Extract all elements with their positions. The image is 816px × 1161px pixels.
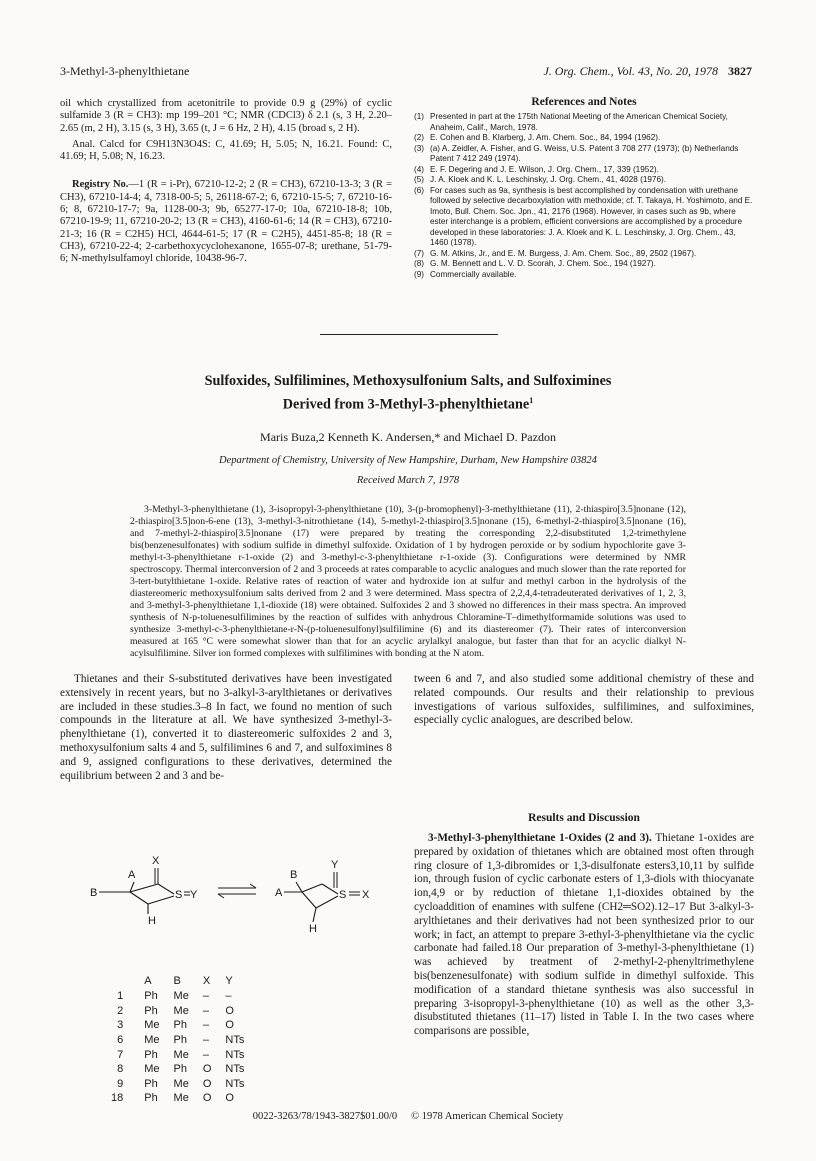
section-heading: Results and Discussion — [528, 812, 640, 824]
registry-label: Registry No. — [72, 179, 129, 191]
reference-text: (a) A. Zeidler, A. Fisher, and G. Weiss, U.S. Patent 3 708 277 (1973); (b) Netherlands Patent 7 412 249 (1974). — [430, 143, 739, 163]
substituent-label: B — [90, 887, 98, 899]
references-heading: References and Notes — [531, 96, 637, 108]
table-cell: – — [202, 1048, 209, 1061]
compound-number: 9 — [117, 1077, 124, 1090]
reference-number: (3) — [414, 143, 425, 153]
table-cell: Me — [173, 1077, 189, 1090]
table-row — [104, 1062, 251, 1077]
bond-line — [296, 882, 302, 892]
table-cell: NTs — [225, 1048, 245, 1061]
reference-text: J. A. Kloek and K. L. Leschinsky, J. Org. Chem., 41, 4028 (1976). — [430, 175, 667, 184]
references-section — [414, 96, 754, 280]
column-header: B — [173, 975, 181, 987]
bond-line — [313, 908, 316, 922]
references-list — [414, 112, 754, 280]
substituent-label: A — [275, 887, 283, 899]
table-row — [104, 1018, 251, 1033]
reference-item — [414, 112, 754, 133]
author-list: Maris Buza,2 Kenneth K. Andersen,* and Michael D. Pazdon — [260, 430, 556, 444]
previous-article-text — [60, 98, 392, 270]
received-date: Received March 7, 1978 — [356, 475, 460, 486]
sulfur-atom-label: S — [175, 889, 183, 901]
journal-name: J. Org. Chem., Vol. 43, No. 20, 1978 — [543, 64, 718, 78]
title-line-2 — [60, 391, 756, 415]
compound-number: 3 — [117, 1019, 124, 1032]
table-cell: Ph — [144, 1048, 158, 1061]
table-cell: – — [202, 1034, 209, 1047]
title-line-2-text: Derived from 3-Methyl-3-phenylthietane — [282, 396, 530, 413]
introduction-right: tween 6 and 7, and also studied some additional chemistry of these and related compounds. Our results and their relationship to previous investigations of various sulfoxides, sulfilimines, and sulfoximines, especially cyclic analogues, are described below. — [414, 673, 754, 727]
reference-text: E. Cohen and B. Klarberg, J. Am. Chem. Soc., 84, 1994 (1962). — [430, 133, 661, 142]
table-cell: O — [225, 1092, 234, 1105]
reference-item — [414, 144, 754, 165]
reference-number: (1) — [414, 112, 425, 121]
substituent-label: X — [152, 855, 160, 867]
reference-number: (2) — [414, 133, 425, 142]
reference-item — [414, 259, 754, 270]
table-header-row — [104, 975, 251, 989]
table-cell: O — [202, 1063, 212, 1076]
compound-table — [104, 975, 251, 1106]
table-cell: Me — [144, 1063, 160, 1076]
substituent-label: X — [362, 889, 370, 901]
forward-arrowhead — [250, 884, 256, 888]
compound-number: 6 — [117, 1034, 124, 1047]
substituent-label: B — [290, 869, 298, 881]
compound-number: 2 — [117, 1004, 124, 1017]
column-header: Y — [225, 975, 233, 987]
table-row — [104, 1091, 251, 1106]
thietane-equilibrium-scheme — [90, 852, 380, 982]
compound-number: 7 — [117, 1048, 124, 1061]
table-cell: NTs — [225, 1034, 245, 1047]
table-cell: O — [225, 1019, 234, 1032]
registry-paragraph — [60, 179, 392, 265]
table-cell: O — [202, 1077, 212, 1090]
table-cell: Me — [144, 1034, 160, 1047]
reference-text: G. M. Atkins, Jr., and E. M. Burgess, J. Am. Chem. Soc., 89, 2502 (1967). — [430, 248, 697, 258]
table-row — [104, 989, 251, 1004]
abstract: 3-Methyl-3-phenylthietane (1), 3-isopropyl-3-phenylthietane (10), 3-(p-bromophenyl)-3-methylthietane (11), 2-thiaspiro[3.5]nonane (12), 2-thiaspiro[3.5]non-6-ene (13), 3-methyl-3-nitrothietane (14), 5-methyl-2-thiaspiro[3.5]nonane (15), 6-methyl-2-thiaspiro[3.5]nonane (16), and 7-methyl-2-thiaspiro[3.5]nonane (17) were prepared by treating the corresponding 2,2-disubstituted 1,2-trimethylene bis(benzenesulfonates) with sodium sulfide in dimethyl sulfoxide. Oxidation of 1 by hydrogen peroxide or by sodium hypochlorite gave 3-methyl-t-3-phenylthietane r-1-oxide (2) and 3-methyl-c-3-phenylthietane r-1-oxide (3). Configurations were determined by NMR spectroscopy. Thermal interconversion of 2 and 3 proceeds at rates comparable to acyclic analogues and much slower than the rate reported for 3-tert-butylthietane 1-oxide. Relative rates of reaction of water and hydroxide ion at sulfur and methyl carbon in the hydrolysis of the diastereomeric methoxysulfonium salts derived from 2 and 3 were determined. Mass spectra of 2,2,4,4-tetradeuterated derivatives of 1, 2, 3, and 3-methyl-3-phenylthietane 1,1-dioxide (18) were obtained. Sulfoxides 2 and 3 showed no differences in their mass spectra. An improved synthesis of N-p-toluenesulfilimines by the reaction of sulfides with anhydrous Chloramine-T–dimethylformamide solutions was used to synthesize 3-methyl-c-3-phenylthietane-r-N-(p-toluenesulfonyl)sulfilimine (6) and its diastereomer (7). Their rates of interconversion measured at 165 °C were somewhat slower than that for an acyclic arylalkyl analogue, but faster than that for an acyclic dialkyl N-acylsulfilimine. Silver ion formed complexes with sulfilimines with bonding at the N atom. — [130, 504, 686, 659]
reference-number: (7) — [414, 248, 425, 258]
bond-line — [130, 884, 158, 892]
introduction-left: Thietanes and their S-substituted derivatives have been investigated extensively in recent years, but no 3-alkyl-3-arylthietanes or derivatives are included in these studies.3–8 In fact, we found no mention of such compounds in the literature at all. We have synthesized 3-methyl-3-phenylthietane (1), converted it to diastereomeric sulfoxides 2 and 3, methoxysulfonium salts 4 and 5, sulfilimines 6 and 7, and sulfoximines 8 and 9, assigned configurations to these derivatives, determined the equilibrium between 2 and 3 and be- — [60, 673, 392, 782]
reference-item — [414, 165, 754, 176]
reference-text: Presented in part at the 175th National Meeting of the American Chemical Society, Anaheim, Calif., March, 1978. — [430, 112, 728, 132]
table-cell: – — [202, 1019, 209, 1032]
article-title — [60, 372, 756, 415]
table-cell: O — [225, 1004, 234, 1017]
registry-numbers: —1 (R = i-Pr), 67210-12-2; 2 (R = CH3), 67210-13-3; 3 (R = CH3), 67210-14-4; 4, 7318-00-5; 5, 26118-67-2; 6, 67210-15-5; 7, 67210-16-6; 8, 67210-17-7; 9a, 1128-00-3; 9b, 65277-17-0; 10a, 67210-18-8; 10b, 67210-19-9; 11, 67210-20-2; 13 (R = CH3), 4160-61-6; 14 (R = CH3), 67210-21-3; 16 (R = C2H5) HCl, 4644-61-5; 17 (R = C2H5), 4451-85-8; 18 (R = CH3), 67210-22-4; 2-carbethoxycyclohexanone, 1655-07-8; urethane, 51-79-6; N-methylsulfamoyl chloride, 10438-96-7. — [60, 179, 392, 265]
table-row — [104, 1077, 251, 1092]
running-title: 3-Methyl-3-phenylthietane — [60, 64, 190, 78]
results-paragraph — [414, 832, 754, 1039]
table-row — [104, 1004, 251, 1019]
bond-line — [302, 892, 316, 908]
reference-item — [414, 175, 754, 186]
table-cell: Ph — [144, 1077, 158, 1090]
column-header: A — [144, 975, 152, 987]
substituent-label: A — [128, 869, 136, 881]
reference-number: (6) — [414, 185, 425, 195]
reference-item — [414, 249, 754, 260]
bond-line — [302, 884, 322, 892]
table-row — [104, 1047, 251, 1062]
table-cell: Ph — [144, 1092, 158, 1105]
table-cell: Me — [173, 1004, 189, 1017]
equilibrium-arrows — [218, 884, 256, 898]
reference-text: For cases such as 9a, synthesis is best accomplished by condensation with urethane followed by selective decarboxylation with methoxide; cf. T. Takaya, H. Yoshimoto, and E. Imoto, Bull. Chem. Soc. Jpn., 41, 2176 (1968). However, in cases such as 9b, where ester interchange is a problem, efficient conversions are accomplished by a procedure developed in these laboratories: J. A. Kloek and K. L. Leschinsky, J. Org. Chem., 43, 1460 (1978). — [430, 185, 753, 247]
affiliation: Department of Chemistry, University of New Hampshire, Durham, New Hampshire 03824 — [219, 455, 597, 466]
sulfur-atom-label: S — [339, 889, 347, 901]
bond-line — [158, 884, 174, 894]
title-line-1: Sulfoxides, Sulfilimines, Methoxysulfonium Salts, and Sulfoximines — [204, 373, 612, 389]
table-row — [104, 1033, 251, 1048]
page-footer — [60, 1111, 756, 1122]
article-divider — [320, 334, 498, 335]
column-header: X — [202, 975, 211, 987]
table-cell: NTs — [225, 1077, 245, 1090]
copyright-notice: © 1978 American Chemical Society — [411, 1111, 564, 1122]
reference-text: G. M. Bennett and L. V. D. Scorah, J. Chem. Soc., 194 (1927). — [430, 259, 656, 268]
table-cell: Me — [173, 1092, 189, 1105]
subsection-title: 3-Methyl-3-phenylthietane 1-Oxides (2 and 3). — [428, 832, 652, 844]
table-cell: Ph — [144, 990, 158, 1003]
table-cell: Me — [173, 990, 189, 1003]
table-cell: Me — [144, 1019, 160, 1032]
table-cell: NTs — [225, 1063, 245, 1076]
table-cell: – — [202, 990, 209, 1003]
reverse-arrowhead — [218, 894, 224, 898]
compound-number: 18 — [111, 1092, 124, 1105]
table-cell: Ph — [173, 1034, 187, 1047]
table-cell: O — [202, 1092, 212, 1105]
reference-number: (8) — [414, 259, 425, 268]
table-cell: – — [202, 1004, 209, 1017]
substituent-label: Y — [331, 859, 339, 871]
reference-number: (4) — [414, 164, 425, 174]
reference-text: E. F. Degering and J. E. Wilson, J. Org. Chem., 17, 339 (1952). — [430, 164, 659, 174]
hydrogen-label: H — [148, 915, 156, 927]
column-header — [104, 975, 137, 989]
bond-line — [130, 892, 148, 904]
article-code: 0022-3263/78/1943-3827$01.00/0 — [252, 1111, 398, 1122]
reference-text: Commercially available. — [430, 269, 517, 279]
right-thietane-structure — [275, 859, 370, 935]
reference-number: (9) — [414, 269, 425, 279]
compound-number: 1 — [117, 990, 124, 1003]
hydrogen-label: H — [309, 923, 317, 935]
table-cell: Me — [173, 1048, 189, 1061]
substituent-label: Y — [190, 889, 198, 901]
journal-citation — [543, 64, 752, 79]
experimental-paragraph: oil which crystallized from acetonitrile to provide 0.9 g (29%) of cyclic sulfamide 3 (R = CH3): mp 199–201 °C; NMR (CDCl3) δ 2.1 (s, 3 H, 2.20–2.65 (m, 2 H), 3.15 (s, 3 H), 3.65 (t, J = 6 Hz, 2 H), 4.15 (broad s, 2 H). — [60, 98, 392, 134]
results-text: Thietane 1-oxides are prepared by oxidation of thietanes which are obtained most often through ring closure of 1,3-dibromides or 1,3-disulfonate esters3,10,11 by sulfide ion, through fusion of cyclic carbonate esters of 1,3-diols with thiocyanate ion,4,9 or by reduction of thietane 1,1-dioxides obtained by the cycloaddition of enamines with sulfene (CH2═SO2).12–17 But 3-alkyl-3-arylthietanes and their derivatives had not been synthesized prior to our work; in fact, an attempt to prepare 3-ethyl-3-phenylthietane via the cyclic carbonate had failed.18 Our preparation of 3-methyl-3-phenylthietane (1) was achieved by treatment of 2-methyl-2-phenyltrimethylene bis(benzenesulfonate) with sodium sulfide in dimethyl sulfoxide. This modification of a standard thietane synthesis was also successful in preparing 3-isopropyl-3-phenylthietane (10) as well as the other 3,3-disubstituted thietanes (11–17) listed in Table I. In the two cases where comparisons are possible, — [414, 832, 754, 1038]
bond-line — [148, 896, 174, 904]
reference-number: (5) — [414, 175, 425, 184]
page-number: 3827 — [728, 64, 752, 78]
reference-item — [414, 186, 754, 249]
table-cell: Ph — [173, 1019, 187, 1032]
left-thietane-structure — [90, 855, 198, 927]
table-cell: – — [225, 990, 232, 1003]
bond-line — [316, 896, 338, 908]
bond-line — [322, 884, 338, 894]
reference-item — [414, 270, 754, 281]
analysis-paragraph: Anal. Calcd for C9H13N3O4S: C, 41.69; H, 5.05; N, 16.21. Found: C, 41.69; H, 5.08; N, 16.23. — [60, 138, 392, 163]
compound-number: 8 — [117, 1063, 124, 1076]
title-footnote-marker: 1 — [529, 396, 534, 405]
table-cell: Ph — [144, 1004, 158, 1017]
table-cell: Ph — [173, 1063, 187, 1076]
reference-item — [414, 133, 754, 144]
